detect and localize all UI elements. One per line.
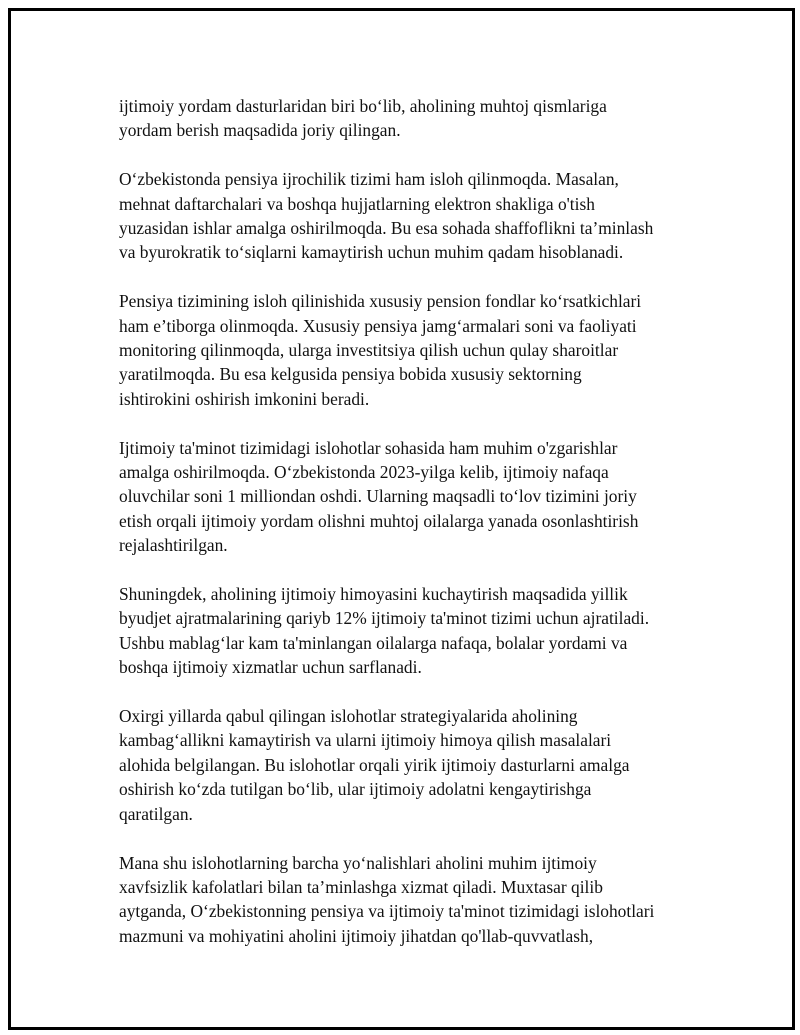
text-line: aytganda, O‘zbekistonning pensiya va ijtimoiy ta'minot tizimidagi islohotlari: [119, 901, 655, 922]
text-line: O‘zbekistonda pensiya ijrochilik tizimi ham isloh qilinmoqda. Masalan,: [119, 169, 619, 190]
text-line: amalga oshirilmoqda. O‘zbekistonda 2023-yilga kelib, ijtimoiy nafaqa: [119, 462, 609, 483]
text-line: Ijtimoiy ta'minot tizimidagi islohotlar sohasida ham muhim o'zgarishlar: [119, 437, 618, 458]
document-body: [119, 94, 709, 973]
text-line: monitoring qilinmoqda, ularga investitsiya qilish uchun qulay sharoitlar: [119, 340, 619, 361]
text-line: ijtimoiy yordam dasturlaridan biri bo‘lib, aholining muhtoj qismlariga: [119, 96, 607, 116]
text-line: mehnat daftarchalari va boshqa hujjatlarning elektron shakliga o'tish: [119, 193, 595, 214]
text-line: alohida belgilangan. Bu islohotlar orqali yirik ijtimoiy dasturlarni amalga: [119, 754, 630, 775]
paragraph: [119, 289, 709, 411]
paragraph: [119, 436, 709, 558]
paragraph: [119, 582, 709, 680]
text-line: yuzasidan ishlar amalga oshirilmoqda. Bu esa sohada shaffoflikni ta’minlash: [119, 218, 654, 239]
text-line: Shuningdek, aholining ijtimoiy himoyasini kuchaytirish maqsadida yillik: [119, 584, 628, 605]
text-line: Oxirgi yillarda qabul qilingan islohotlar strategiyalarida aholining: [119, 706, 578, 727]
text-line: qaratilgan.: [119, 803, 193, 824]
text-line: ishtirokini oshirish imkonini beradi.: [119, 388, 370, 409]
text-line: boshqa ijtimoiy xizmatlar uchun sarflanadi.: [119, 657, 422, 678]
text-line: yordam berish maqsadida joriy qilingan.: [119, 120, 401, 141]
paragraph: [119, 167, 709, 265]
text-line: Mana shu islohotlarning barcha yo‘nalishlari aholini muhim ijtimoiy: [119, 852, 597, 873]
text-line: yaratilmoqda. Bu esa kelgusida pensiya bobida xususiy sektorning: [119, 364, 582, 385]
paragraph: [119, 94, 709, 143]
paragraph: [119, 704, 709, 826]
text-line: oshirish ko‘zda tutilgan bo‘lib, ular ijtimoiy adolatni kengaytirishga: [119, 779, 592, 800]
page-frame: [8, 8, 795, 1030]
text-line: mazmuni va mohiyatini aholini ijtimoiy jihatdan qo'llab-quvvatlash,: [119, 925, 594, 946]
text-line: oluvchilar soni 1 milliondan oshdi. Ularning maqsadli to‘lov tizimini joriy: [119, 486, 637, 507]
text-line: xavfsizlik kafolatlari bilan ta’minlashga xizmat qiladi. Muxtasar qilib: [119, 876, 603, 897]
text-line: ham e’tiborga olinmoqda. Xususiy pensiya jamg‘armalari soni va faoliyati: [119, 315, 637, 336]
text-line: kambag‘allikni kamaytirish va ularni ijtimoiy himoya qilish masalalari: [119, 730, 612, 751]
paragraph: [119, 851, 709, 949]
text-line: Ushbu mablag‘lar kam ta'minlangan oilalarga nafaqa, bolalar yordami va: [119, 632, 628, 653]
text-line: va byurokratik to‘siqlarni kamaytirish uchun muhim qadam hisoblanadi.: [119, 242, 624, 263]
text-line: Pensiya tizimining isloh qilinishida xususiy pension fondlar ko‘rsatkichlari: [119, 291, 642, 312]
text-line: etish orqali ijtimoiy yordam olishni muhtoj oilalarga yanada osonlashtirish: [119, 510, 639, 531]
text-line: rejalashtirilgan.: [119, 535, 228, 556]
text-line: byudjet ajratmalarining qariyb 12% ijtimoiy ta'minot tizimi uchun ajratiladi.: [119, 608, 650, 629]
